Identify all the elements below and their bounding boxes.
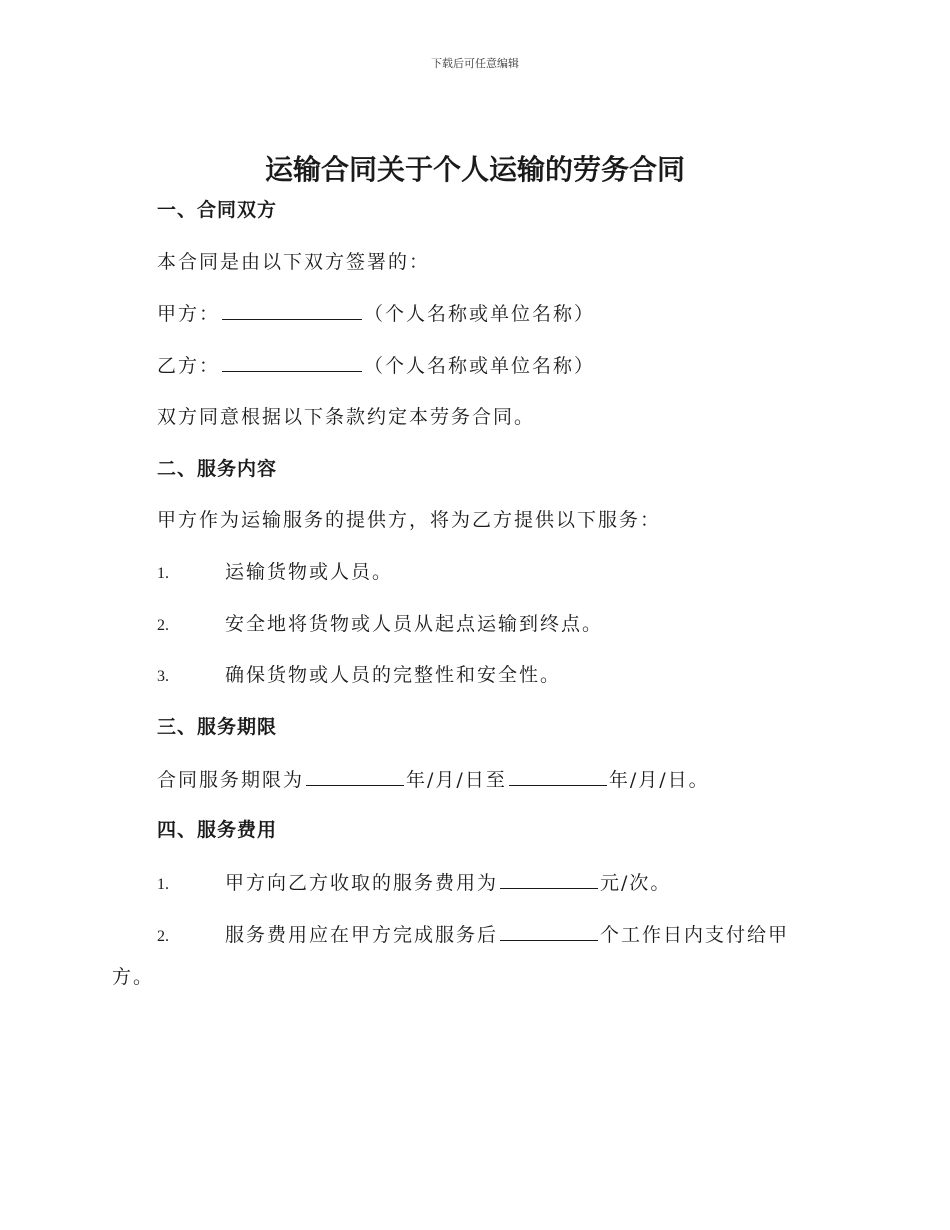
fee-item-1-unit: 元/次。 — [600, 872, 672, 894]
header-note: 下载后可任意编辑 — [431, 57, 519, 70]
fee-item-2-text: 服务费用应在甲方完成服务后 — [225, 924, 499, 946]
term-text-end: 年/月/日。 — [608, 769, 710, 791]
term-text-start: 合同服务期限为 — [157, 769, 305, 791]
fee-item-2 — [157, 922, 789, 949]
section-heading-term: 三、服务期限 — [157, 716, 278, 738]
list-item-text: 运输货物或人员。 — [225, 561, 394, 583]
party-b-hint: （个人名称或单位名称） — [364, 355, 596, 377]
fee-amount-blank[interactable] — [500, 870, 598, 889]
term-end-blank[interactable] — [509, 767, 607, 786]
party-a-hint: （个人名称或单位名称） — [364, 303, 596, 325]
document-title: 运输合同关于个人运输的劳务合同 — [264, 153, 685, 186]
list-item-number: 2. — [157, 928, 169, 945]
list-item-text: 安全地将货物或人员从起点运输到终点。 — [225, 613, 604, 635]
payment-days-blank[interactable] — [500, 922, 598, 941]
list-item-number: 1. — [157, 565, 169, 582]
section-heading-fees: 四、服务费用 — [157, 819, 278, 841]
party-b-label: 乙方： — [157, 355, 221, 377]
list-item-number: 1. — [157, 876, 169, 893]
party-a-line — [157, 301, 595, 326]
party-a-blank[interactable] — [222, 301, 362, 320]
fee-item-1 — [157, 870, 671, 897]
list-item — [157, 612, 603, 638]
section-heading-parties: 一、合同双方 — [157, 199, 278, 221]
list-item — [157, 663, 561, 689]
party-b-line — [157, 353, 595, 378]
list-item-number: 3. — [157, 668, 169, 685]
fee-item-2-wrap: 方。 — [112, 966, 155, 988]
section-heading-services: 二、服务内容 — [157, 458, 278, 480]
list-item-text: 确保货物或人员的完整性和安全性。 — [225, 664, 562, 686]
list-item — [157, 560, 393, 586]
term-line — [157, 767, 710, 792]
fee-item-2-text-cont: 个工作日内支付给甲 — [600, 924, 790, 946]
term-text-mid: 年/月/日至 — [406, 769, 507, 791]
party-b-blank[interactable] — [222, 353, 362, 372]
parties-intro: 本合同是由以下双方签署的： — [157, 251, 431, 273]
agreement-sentence: 双方同意根据以下条款约定本劳务合同。 — [157, 406, 536, 428]
term-start-blank[interactable] — [306, 767, 404, 786]
fee-item-1-text: 甲方向乙方收取的服务费用为 — [225, 872, 499, 894]
services-intro: 甲方作为运输服务的提供方，将为乙方提供以下服务： — [157, 509, 662, 531]
list-item-number: 2. — [157, 617, 169, 634]
party-a-label: 甲方： — [157, 303, 221, 325]
